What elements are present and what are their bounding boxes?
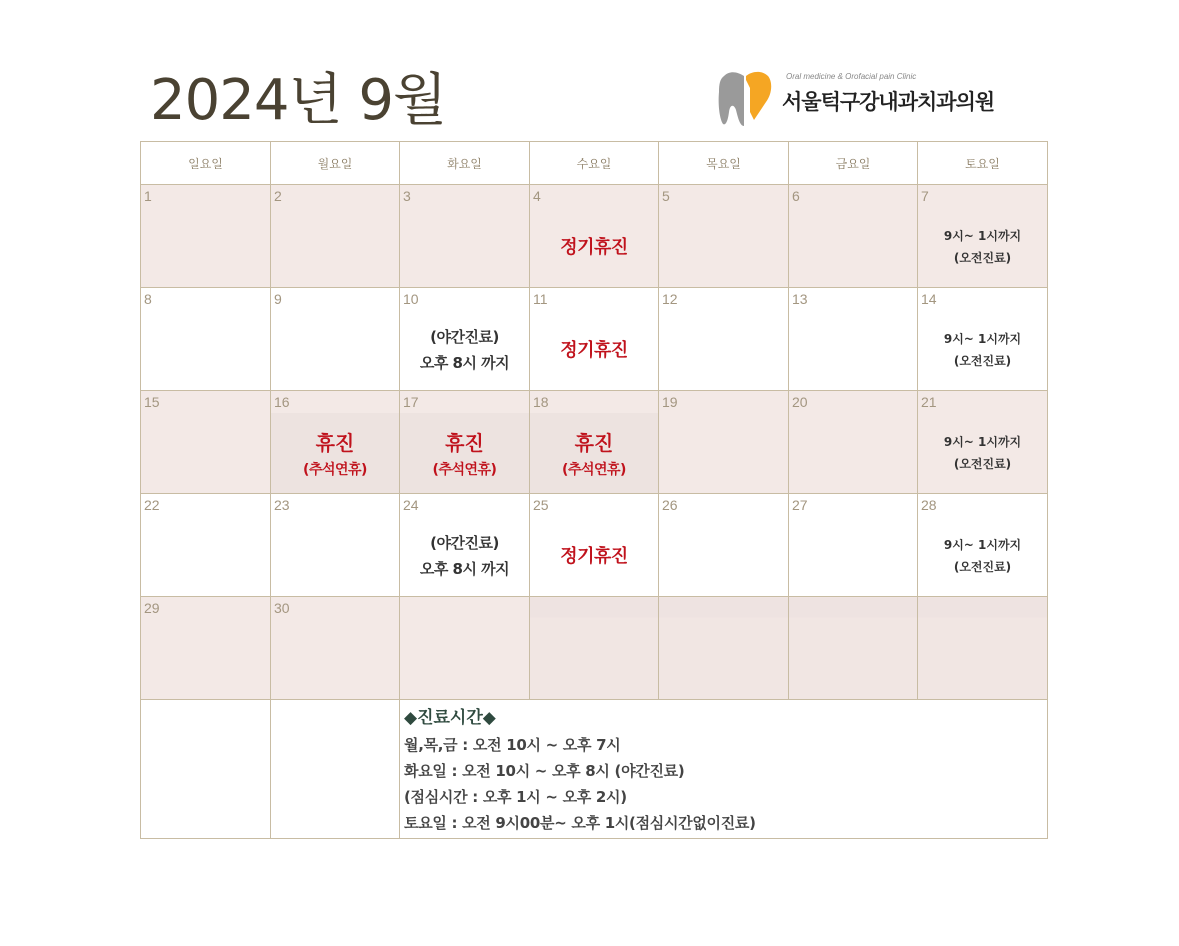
- week-row: [141, 597, 1048, 700]
- clinic-hours-line: (점심시간 : 오후 1시 ~ 오후 2시): [404, 788, 627, 806]
- day-cell: [141, 185, 271, 288]
- day-number: 22: [144, 497, 160, 513]
- day-number: 3: [403, 188, 411, 204]
- weekday-wed: 수요일: [530, 142, 659, 185]
- saturday-hours-label: 9시~ 1시까지: [943, 332, 1022, 346]
- day-cell: [141, 597, 271, 700]
- day-cell-empty: [659, 597, 789, 700]
- day-number: 21: [921, 394, 937, 410]
- day-cell: [789, 185, 918, 288]
- night-hours-label: 오후 8시 까지: [419, 354, 510, 372]
- day-cell: [271, 597, 400, 700]
- weekday-tue: 화요일: [400, 142, 530, 185]
- day-number: 17: [403, 394, 419, 410]
- day-number: 25: [533, 497, 549, 513]
- weekday-fri: 금요일: [789, 142, 918, 185]
- day-cell: [918, 391, 1048, 494]
- weekday-thu: 목요일: [659, 142, 789, 185]
- clinic-subtitle: Oral medicine & Orofacial pain Clinic: [786, 72, 917, 81]
- clinic-hours-cell: [400, 700, 1048, 839]
- day-number: 9: [274, 291, 282, 307]
- saturday-morning-label: (오전진료): [953, 354, 1012, 368]
- info-row: [141, 700, 1048, 839]
- regular-closed-label: 정기휴진: [560, 340, 628, 361]
- day-number: 20: [792, 394, 808, 410]
- day-number: 13: [792, 291, 808, 307]
- page-title: 2024년 9월: [150, 68, 447, 133]
- saturday-hours-label: 9시~ 1시까지: [943, 538, 1022, 552]
- info-blank-cell: [271, 700, 400, 839]
- day-cell: [789, 391, 918, 494]
- clinic-logo: [716, 68, 1036, 130]
- clinic-hours-line: 토요일 : 오전 9시00분~ 오후 1시(점심시간없이진료): [404, 814, 756, 832]
- day-number: 18: [533, 394, 549, 410]
- night-clinic-label: (야간진료): [430, 534, 499, 552]
- saturday-hours-label: 9시~ 1시까지: [943, 229, 1022, 243]
- day-number: 24: [403, 497, 419, 513]
- day-number: 29: [144, 600, 160, 616]
- clinic-hours: [404, 706, 1043, 836]
- holiday-closed-label: 휴진: [445, 431, 484, 455]
- day-number: 2: [274, 188, 282, 204]
- day-cell: [141, 391, 271, 494]
- day-cell-empty: [789, 597, 918, 700]
- day-number: 8: [144, 291, 152, 307]
- day-number: 15: [144, 394, 160, 410]
- day-cell: [918, 288, 1048, 391]
- day-cell: [530, 185, 659, 288]
- holiday-reason-label: (추석연휴): [562, 462, 626, 478]
- saturday-morning-label: (오전진료): [953, 251, 1012, 265]
- weekday-sat: 토요일: [918, 142, 1048, 185]
- day-number: 5: [662, 188, 670, 204]
- day-number: 23: [274, 497, 290, 513]
- regular-closed-label: 정기휴진: [560, 546, 628, 567]
- day-cell: [659, 288, 789, 391]
- day-cell: [918, 185, 1048, 288]
- day-cell-empty: [400, 597, 530, 700]
- day-cell: [400, 185, 530, 288]
- day-cell: [400, 494, 530, 597]
- day-cell: [271, 494, 400, 597]
- weekday-mon: 월요일: [271, 142, 400, 185]
- day-number: 28: [921, 497, 937, 513]
- day-cell: [271, 391, 400, 494]
- clinic-name: 서울턱구강내과치과의원: [782, 90, 995, 114]
- day-number: 7: [921, 188, 929, 204]
- week-row: [141, 391, 1048, 494]
- weekday-sun: 일요일: [141, 142, 271, 185]
- calendar-table: [140, 141, 1048, 839]
- day-number: 26: [662, 497, 678, 513]
- holiday-reason-label: (추석연휴): [303, 462, 367, 478]
- day-number: 1: [144, 188, 152, 204]
- day-cell: [141, 494, 271, 597]
- day-number: 16: [274, 394, 290, 410]
- day-cell: [659, 391, 789, 494]
- day-number: 10: [403, 291, 419, 307]
- night-clinic-label: (야간진료): [430, 328, 499, 346]
- day-number: 19: [662, 394, 678, 410]
- day-number: 27: [792, 497, 808, 513]
- week-row: [141, 494, 1048, 597]
- week-row: [141, 288, 1048, 391]
- day-number: 4: [533, 188, 541, 204]
- night-hours-label: 오후 8시 까지: [419, 560, 510, 578]
- day-cell: [659, 494, 789, 597]
- holiday-closed-label: 휴진: [315, 431, 355, 455]
- day-cell: [271, 288, 400, 391]
- day-cell: [400, 288, 530, 391]
- day-number: 30: [274, 600, 290, 616]
- day-cell: [659, 185, 789, 288]
- day-cell: [789, 288, 918, 391]
- day-number: 14: [921, 291, 937, 307]
- clinic-hours-title: ◆진료시간◆: [404, 708, 496, 728]
- day-cell: [271, 185, 400, 288]
- saturday-hours-label: 9시~ 1시까지: [943, 435, 1022, 449]
- day-number: 6: [792, 188, 800, 204]
- info-blank-cell: [141, 700, 271, 839]
- day-cell-empty: [530, 597, 659, 700]
- day-cell: [400, 391, 530, 494]
- saturday-morning-label: (오전진료): [953, 560, 1012, 574]
- tooth-logo-icon: [716, 68, 776, 128]
- week-row: [141, 185, 1048, 288]
- day-cell: [530, 494, 659, 597]
- clinic-hours-line: 월,목,금 : 오전 10시 ~ 오후 7시: [404, 736, 621, 754]
- day-number: 12: [662, 291, 678, 307]
- holiday-closed-label: 휴진: [574, 431, 614, 455]
- clinic-hours-line: 화요일 : 오전 10시 ~ 오후 8시 (야간진료): [404, 762, 685, 780]
- day-cell: [530, 288, 659, 391]
- weekday-header-row: [141, 142, 1048, 185]
- day-number: 11: [533, 291, 548, 307]
- day-cell: [789, 494, 918, 597]
- day-cell: [530, 391, 659, 494]
- holiday-reason-label: (추석연휴): [432, 462, 497, 478]
- day-cell: [141, 288, 271, 391]
- regular-closed-label: 정기휴진: [560, 237, 628, 258]
- saturday-morning-label: (오전진료): [953, 457, 1012, 471]
- day-cell-empty: [918, 597, 1048, 700]
- day-cell: [918, 494, 1048, 597]
